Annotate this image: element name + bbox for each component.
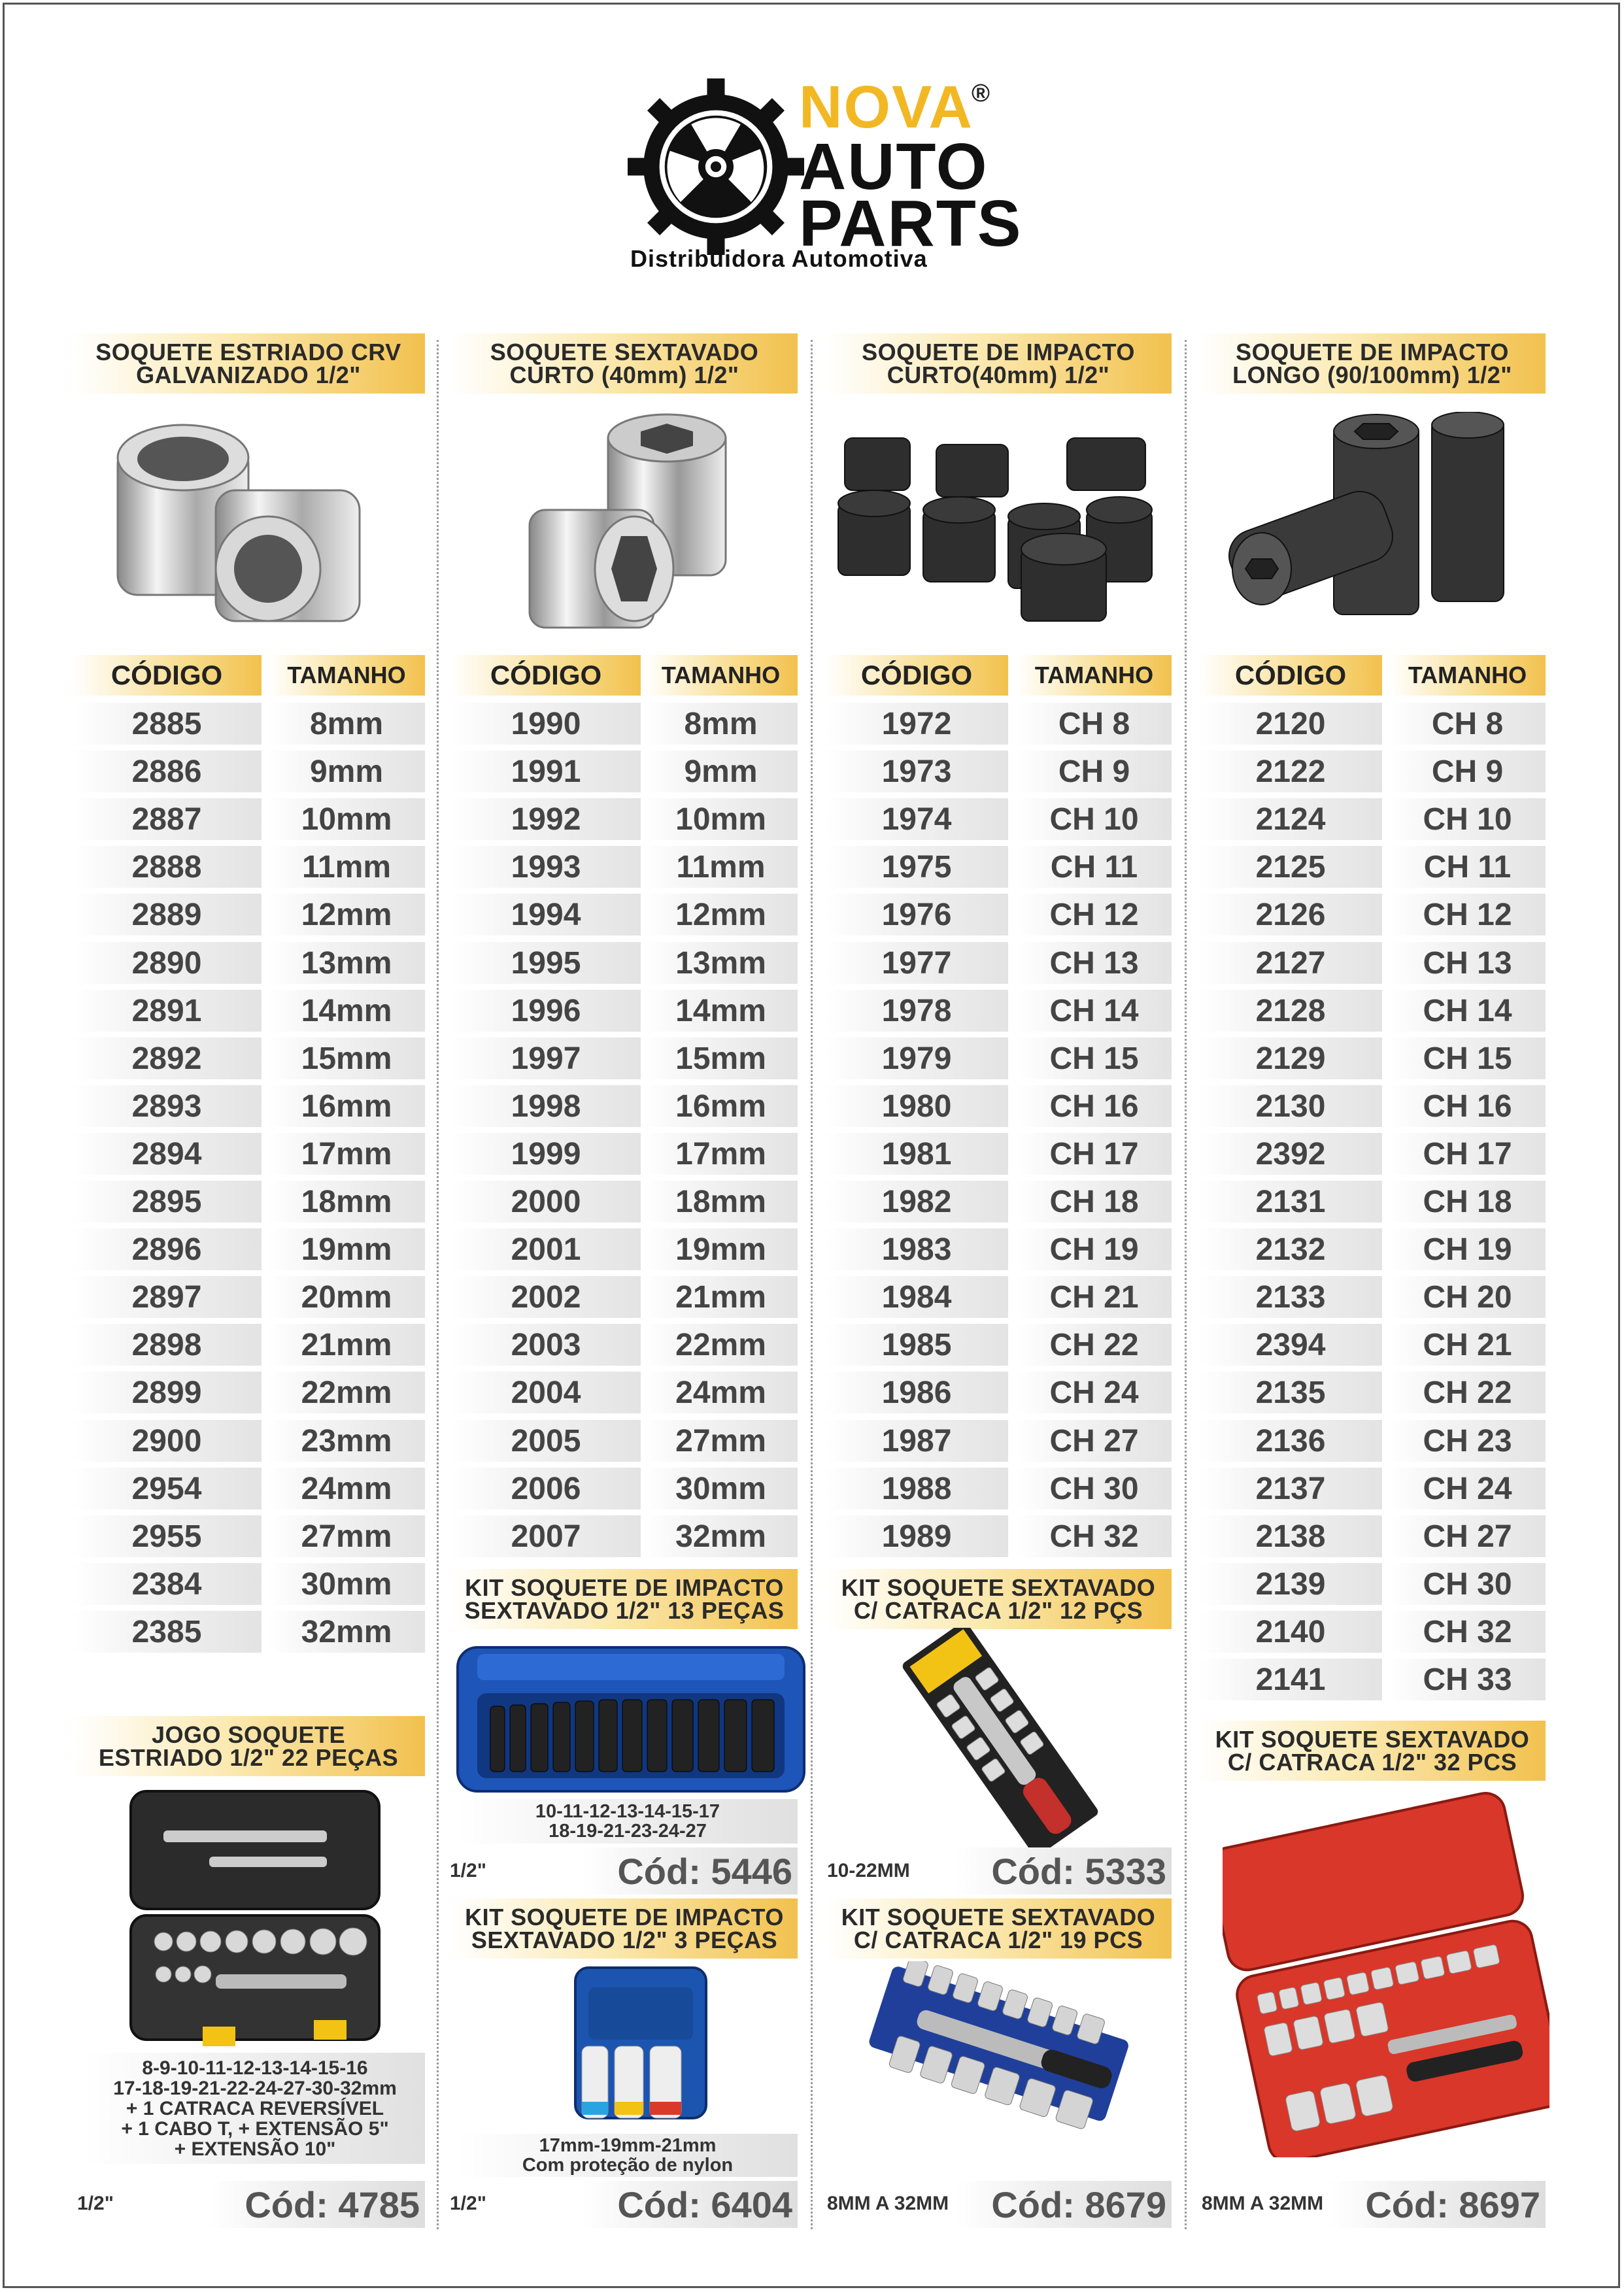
- col1-product-size: 17mm: [268, 1133, 425, 1175]
- gear-wheel-logo-icon: [628, 78, 804, 255]
- col3-product-code: 1980: [825, 1085, 1008, 1127]
- col1-product-size: 15mm: [268, 1037, 425, 1079]
- col4-product-code: 2135: [1199, 1372, 1382, 1413]
- col1-product-size: 8mm: [268, 703, 425, 745]
- col2-product-size: 27mm: [644, 1420, 798, 1462]
- col2-product-code: 1990: [451, 703, 641, 745]
- col3-product-code: 1975: [825, 846, 1008, 888]
- col1-product-code: 2954: [72, 1468, 262, 1509]
- col3-product-code: 1987: [825, 1420, 1008, 1462]
- col1-product-size: 24mm: [268, 1468, 425, 1509]
- col1-product-size: 11mm: [268, 846, 425, 888]
- col4-product-size: CH 18: [1389, 1181, 1546, 1222]
- kit-5333-image: [889, 1628, 1111, 1850]
- col1-product-size: 10mm: [268, 798, 425, 840]
- col3-product-size: CH 27: [1017, 1420, 1172, 1462]
- registered-mark: ®: [972, 80, 990, 107]
- col1-product-code: 2889: [72, 894, 262, 935]
- col2-product-code: 1993: [451, 846, 641, 888]
- col3-product-size: CH 22: [1017, 1324, 1172, 1366]
- logo-nova-text: NOVA: [799, 74, 973, 141]
- col1-product-code: 2896: [72, 1228, 262, 1270]
- col4-product-code: 2136: [1199, 1420, 1382, 1462]
- col3-product-size: CH 14: [1017, 990, 1172, 1032]
- col2-product-code: 2003: [451, 1324, 641, 1366]
- col3-product-code: 1981: [825, 1133, 1008, 1175]
- kit-6404-title: KIT SOQUETE DE IMPACTO SEXTAVADO 1/2" 3 PEÇAS: [451, 1898, 798, 1959]
- col1-product-size: 12mm: [268, 894, 425, 935]
- col2-product-code: 1997: [451, 1037, 641, 1079]
- col4-product-size: CH 8: [1389, 703, 1546, 745]
- col3-product-size: CH 17: [1017, 1133, 1172, 1175]
- kit-5446-description: 10-11-12-13-14-15-17 18-19-21-23-24-27: [458, 1799, 798, 1844]
- col2-product-size: 32mm: [644, 1515, 798, 1557]
- col4-product-code: 2394: [1199, 1324, 1382, 1366]
- col1-product-size: 21mm: [268, 1324, 425, 1366]
- col3-product-size: CH 15: [1017, 1037, 1172, 1079]
- col4-product-code: 2129: [1199, 1037, 1382, 1079]
- col3-product-code: 1978: [825, 990, 1008, 1032]
- col4-product-size: CH 22: [1389, 1372, 1546, 1413]
- logo-tagline: Distribuidora Automotiva: [630, 245, 928, 272]
- kit-4785-drive: 1/2": [77, 2193, 114, 2214]
- col2-header-size: TAMANHO: [644, 655, 798, 696]
- col2-product-code: 1996: [451, 990, 641, 1032]
- col4-product-size: CH 13: [1389, 942, 1546, 984]
- impact-socket-set-image: [825, 425, 1165, 634]
- col1-product-size: 27mm: [268, 1515, 425, 1557]
- col1-product-code: 2891: [72, 990, 262, 1032]
- col2-product-size: 17mm: [644, 1133, 798, 1175]
- col1-product-size: 22mm: [268, 1372, 425, 1413]
- col1-product-code: 2888: [72, 846, 262, 888]
- col2-product-size: 15mm: [644, 1037, 798, 1079]
- col2-product-code: 1994: [451, 894, 641, 935]
- col2-product-size: 9mm: [644, 750, 798, 792]
- col1-header-size: TAMANHO: [268, 655, 425, 696]
- col1-product-size: 32mm: [268, 1611, 425, 1653]
- kit-5333-code: Cód: 5333: [956, 1847, 1172, 1895]
- col3-product-size: CH 32: [1017, 1515, 1172, 1557]
- col3-product-size: CH 19: [1017, 1228, 1172, 1270]
- col1-product-size: 16mm: [268, 1085, 425, 1127]
- col2-product-code: 2001: [451, 1228, 641, 1270]
- col2-product-size: 21mm: [644, 1276, 798, 1318]
- col1-product-code: 2900: [72, 1420, 262, 1462]
- col4-product-code: 2131: [1199, 1181, 1382, 1222]
- col3-product-code: 1989: [825, 1515, 1008, 1557]
- col3-header-size: TAMANHO: [1017, 655, 1172, 696]
- col2-product-code: 2006: [451, 1468, 641, 1509]
- col3-product-size: CH 21: [1017, 1276, 1172, 1318]
- col1-product-code: 2384: [72, 1563, 262, 1605]
- kit-8697-range: 8MM A 32MM: [1202, 2193, 1324, 2214]
- kit-5333-title: KIT SOQUETE SEXTAVADO C/ CATRACA 1/2" 12 PÇS: [825, 1569, 1172, 1629]
- kit-6404-description: 17mm-19mm-21mm Com proteção de nylon: [458, 2134, 798, 2177]
- col2-product-code: 2004: [451, 1372, 641, 1413]
- col1-product-code: 2955: [72, 1515, 262, 1557]
- col4-product-code: 2122: [1199, 750, 1382, 792]
- col1-product-code: 2892: [72, 1037, 262, 1079]
- logo-auto-text: AUTO: [799, 130, 989, 203]
- col1-product-size: 20mm: [268, 1276, 425, 1318]
- col3-product-size: CH 30: [1017, 1468, 1172, 1509]
- col4-product-size: CH 32: [1389, 1611, 1546, 1653]
- col3-product-size: CH 10: [1017, 798, 1172, 840]
- col3-product-code: 1986: [825, 1372, 1008, 1413]
- col4-product-size: CH 21: [1389, 1324, 1546, 1366]
- col3-product-code: 1972: [825, 703, 1008, 745]
- kit-8697-title: KIT SOQUETE SEXTAVADO C/ CATRACA 1/2" 32 PCS: [1199, 1721, 1546, 1781]
- col2-header-code: CÓDIGO: [451, 655, 641, 696]
- col2-product-code: 2002: [451, 1276, 641, 1318]
- kit-5446-image: [451, 1634, 811, 1798]
- col4-product-code: 2124: [1199, 798, 1382, 840]
- col1-product-code: 2894: [72, 1133, 262, 1175]
- kit-8679-range: 8MM A 32MM: [827, 2193, 949, 2214]
- col4-product-size: CH 17: [1389, 1133, 1546, 1175]
- col3-product-size: CH 12: [1017, 894, 1172, 935]
- col4-product-size: CH 15: [1389, 1037, 1546, 1079]
- col4-product-code: 2132: [1199, 1228, 1382, 1270]
- col2-product-code: 1991: [451, 750, 641, 792]
- col4-product-size: CH 12: [1389, 894, 1546, 935]
- col4-product-size: CH 30: [1389, 1563, 1546, 1605]
- kit-6404-code: Cód: 6404: [582, 2181, 798, 2228]
- col2-product-code: 2007: [451, 1515, 641, 1557]
- col1-product-code: 2899: [72, 1372, 262, 1413]
- logo-parts-text: PARTS: [799, 187, 1023, 260]
- col4-product-size: CH 10: [1389, 798, 1546, 840]
- kit-5446-drive: 1/2": [450, 1860, 486, 1881]
- col4-header-size: TAMANHO: [1389, 655, 1546, 696]
- col2-product-size: 13mm: [644, 942, 798, 984]
- col1-product-code: 2898: [72, 1324, 262, 1366]
- col3-product-code: 1985: [825, 1324, 1008, 1366]
- col1-product-size: 18mm: [268, 1181, 425, 1222]
- col3-product-code: 1977: [825, 942, 1008, 984]
- col2-product-code: 1999: [451, 1133, 641, 1175]
- col2-product-size: 16mm: [644, 1085, 798, 1127]
- kit-8679-code: Cód: 8679: [956, 2181, 1172, 2228]
- kit-5333-range: 10-22MM: [827, 1860, 910, 1881]
- col3-product-size: CH 13: [1017, 942, 1172, 984]
- col4-product-code: 2128: [1199, 990, 1382, 1032]
- col2-product-size: 18mm: [644, 1181, 798, 1222]
- kit-8697-image: [1223, 1791, 1549, 2157]
- col2-title: SOQUETE SEXTAVADO CURTO (40mm) 1/2": [451, 333, 798, 394]
- column-divider: [1185, 340, 1187, 2229]
- col4-product-code: 2141: [1199, 1659, 1382, 1700]
- col3-product-size: CH 24: [1017, 1372, 1172, 1413]
- col1-product-size: 30mm: [268, 1563, 425, 1605]
- col2-product-size: 10mm: [644, 798, 798, 840]
- col2-product-size: 11mm: [644, 846, 798, 888]
- col3-product-size: CH 11: [1017, 846, 1172, 888]
- kit-6404-image: [562, 1961, 719, 2131]
- col2-product-code: 2000: [451, 1181, 641, 1222]
- col1-product-code: 2895: [72, 1181, 262, 1222]
- col4-product-code: 2126: [1199, 894, 1382, 935]
- col2-product-size: 12mm: [644, 894, 798, 935]
- col2-product-code: 1992: [451, 798, 641, 840]
- col1-product-size: 13mm: [268, 942, 425, 984]
- kit-4785-title: JOGO SOQUETE ESTRIADO 1/2" 22 PEÇAS: [72, 1716, 425, 1776]
- kit-5446-title: KIT SOQUETE DE IMPACTO SEXTAVADO 1/2" 13 PEÇAS: [451, 1569, 798, 1629]
- col1-product-code: 2890: [72, 942, 262, 984]
- col2-product-size: 24mm: [644, 1372, 798, 1413]
- col2-product-size: 14mm: [644, 990, 798, 1032]
- column-divider: [811, 340, 813, 2229]
- col3-product-size: CH 18: [1017, 1181, 1172, 1222]
- hex-socket-image: [510, 412, 745, 641]
- col4-product-size: CH 9: [1389, 750, 1546, 792]
- col4-product-size: CH 16: [1389, 1085, 1546, 1127]
- kit-4785-code: Cód: 4785: [209, 2181, 425, 2228]
- col1-product-code: 2887: [72, 798, 262, 840]
- col4-product-size: CH 27: [1389, 1515, 1546, 1557]
- col1-product-code: 2886: [72, 750, 262, 792]
- col4-header-code: CÓDIGO: [1199, 655, 1382, 696]
- col1-product-size: 19mm: [268, 1228, 425, 1270]
- col3-product-code: 1982: [825, 1181, 1008, 1222]
- col2-product-size: 19mm: [644, 1228, 798, 1270]
- col4-product-size: CH 14: [1389, 990, 1546, 1032]
- splined-socket-image: [105, 418, 392, 641]
- kit-5446-code: Cód: 5446: [582, 1847, 798, 1895]
- col1-product-size: 23mm: [268, 1420, 425, 1462]
- col2-product-size: 30mm: [644, 1468, 798, 1509]
- col3-product-code: 1976: [825, 894, 1008, 935]
- kit-8679-title: KIT SOQUETE SEXTAVADO C/ CATRACA 1/2" 19 PCS: [825, 1898, 1172, 1959]
- kit-6404-drive: 1/2": [450, 2193, 486, 2214]
- col4-product-size: CH 33: [1389, 1659, 1546, 1700]
- col4-product-code: 2133: [1199, 1276, 1382, 1318]
- col3-product-size: CH 8: [1017, 703, 1172, 745]
- kit-8697-code: Cód: 8697: [1330, 2181, 1546, 2228]
- kit-8679-image: [856, 1961, 1131, 2157]
- long-impact-socket-image: [1223, 412, 1523, 634]
- col2-product-size: 8mm: [644, 703, 798, 745]
- col1-header-code: CÓDIGO: [72, 655, 262, 696]
- col4-product-code: 2130: [1199, 1085, 1382, 1127]
- col2-product-code: 2005: [451, 1420, 641, 1462]
- col3-product-code: 1973: [825, 750, 1008, 792]
- col4-product-code: 2138: [1199, 1515, 1382, 1557]
- col3-product-code: 1984: [825, 1276, 1008, 1318]
- col2-product-size: 22mm: [644, 1324, 798, 1366]
- col3-header-code: CÓDIGO: [825, 655, 1008, 696]
- col4-product-code: 2392: [1199, 1133, 1382, 1175]
- col1-product-code: 2893: [72, 1085, 262, 1127]
- col3-product-size: CH 9: [1017, 750, 1172, 792]
- col4-product-size: CH 24: [1389, 1468, 1546, 1509]
- col4-product-size: CH 11: [1389, 846, 1546, 888]
- col3-product-size: CH 16: [1017, 1085, 1172, 1127]
- col3-product-code: 1974: [825, 798, 1008, 840]
- col4-title: SOQUETE DE IMPACTO LONGO (90/100mm) 1/2": [1199, 333, 1546, 394]
- col4-product-size: CH 19: [1389, 1228, 1546, 1270]
- col1-product-size: 9mm: [268, 750, 425, 792]
- kit-4785-image: [118, 1785, 392, 2053]
- col4-product-size: CH 23: [1389, 1420, 1546, 1462]
- col4-product-code: 2120: [1199, 703, 1382, 745]
- col3-product-code: 1979: [825, 1037, 1008, 1079]
- col1-product-size: 14mm: [268, 990, 425, 1032]
- col1-title: SOQUETE ESTRIADO CRV GALVANIZADO 1/2": [72, 333, 425, 394]
- col4-product-size: CH 20: [1389, 1276, 1546, 1318]
- col4-product-code: 2137: [1199, 1468, 1382, 1509]
- col1-product-code: 2885: [72, 703, 262, 745]
- col3-product-code: 1988: [825, 1468, 1008, 1509]
- col4-product-code: 2125: [1199, 846, 1382, 888]
- col4-product-code: 2140: [1199, 1611, 1382, 1653]
- col2-product-code: 1998: [451, 1085, 641, 1127]
- col1-product-code: 2385: [72, 1611, 262, 1653]
- col2-product-code: 1995: [451, 942, 641, 984]
- column-divider: [437, 340, 439, 2229]
- col3-title: SOQUETE DE IMPACTO CURTO(40mm) 1/2": [825, 333, 1172, 394]
- col4-product-code: 2139: [1199, 1563, 1382, 1605]
- col1-product-code: 2897: [72, 1276, 262, 1318]
- kit-4785-description: 8-9-10-11-12-13-14-15-16 17-18-19-21-22-24-27-30-32mm + 1 CATRACA REVERSÍVEL + 1 CABO T, + EXTENSÃO 5" + EXTENSÃO 10": [85, 2053, 425, 2164]
- col3-product-code: 1983: [825, 1228, 1008, 1270]
- col4-product-code: 2127: [1199, 942, 1382, 984]
